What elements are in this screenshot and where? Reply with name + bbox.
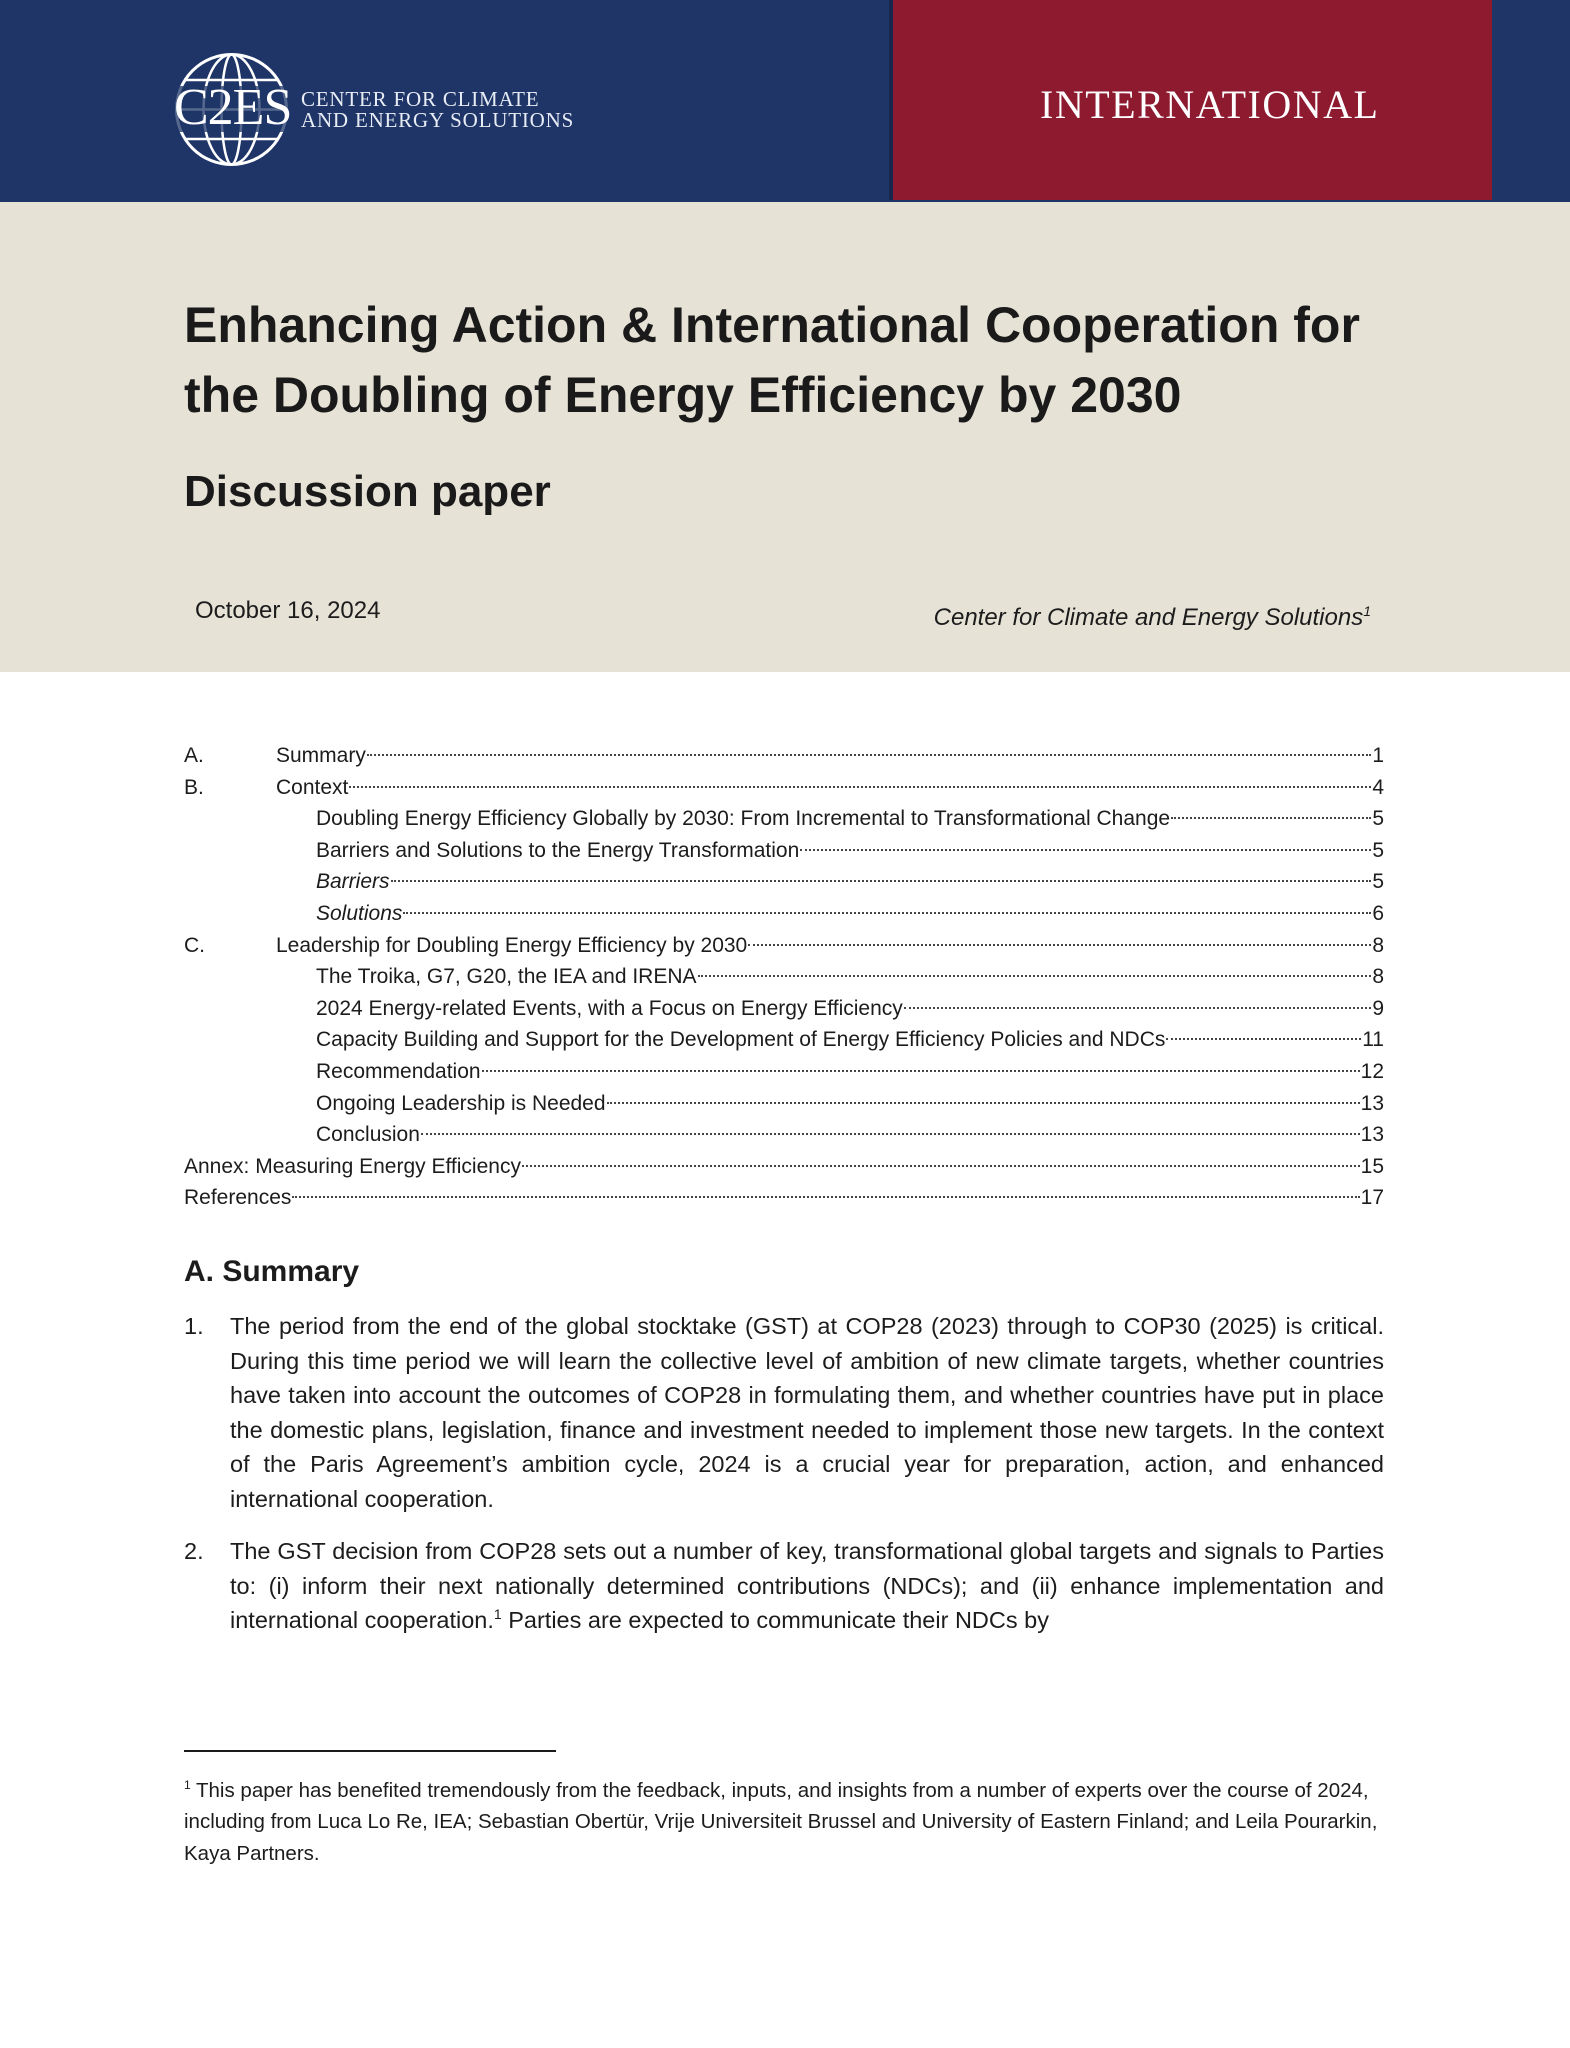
toc-leader-dots [421,1132,1360,1135]
c2es-logo [174,52,574,167]
toc-entry-title: Recommendation [316,1059,481,1083]
toc-entry[interactable] [184,1056,1384,1088]
toc-leader-dots [748,943,1371,946]
toc-leader-dots [800,848,1371,851]
org-name-line2: AND ENERGY SOLUTIONS [301,107,575,132]
toc-entry-page: 12 [1360,1059,1384,1083]
toc-leader-dots [607,1101,1360,1104]
toc-entry[interactable] [184,1182,1384,1214]
toc-entry[interactable] [184,898,1384,930]
author [906,595,1371,634]
toc-leader-dots [522,1164,1360,1167]
paragraph-text [230,1534,1384,1638]
toc-leader-dots [698,974,1372,977]
toc-entry-page: 5 [1372,870,1384,894]
toc-entry-letter: C. [184,933,205,957]
toc-entry[interactable] [184,930,1384,962]
toc-leader-dots [403,911,1371,914]
toc-entry[interactable] [184,1024,1384,1056]
toc-entry-letter: A. [184,744,204,767]
toc-entry-page: 4 [1372,775,1384,799]
toc-leader-dots [1171,816,1371,819]
toc-entry-page: 17 [1360,1186,1384,1210]
toc-entry-title: Barriers [316,870,390,894]
toc-entry-title: Summary [276,744,366,767]
toc-entry-page: 13 [1360,1091,1384,1115]
paragraph-number: 1. [184,1313,204,1339]
toc-entry[interactable] [184,1119,1384,1151]
title-line-1: Enhancing Action & International Cooperation for [184,297,1360,353]
title-line-2: the Doubling of Energy Efficiency by 2030 [184,367,1182,423]
toc-leader-dots [292,1195,1359,1198]
toc-entry-page: 5 [1372,807,1384,831]
paragraph-text-part: Parties are expected to communicate their NDCs by [501,1607,1049,1634]
org-name-line1: CENTER FOR CLIMATE [301,86,540,111]
toc-entry[interactable] [184,803,1384,835]
toc-entry[interactable] [184,993,1384,1025]
toc-entry-title: Capacity Building and Support for the Development of Energy Efficiency Policies and NDCs [316,1028,1166,1052]
toc-entry-title: Barriers and Solutions to the Energy Transformation [316,838,800,862]
toc-entry-title: References [184,1186,292,1210]
toc-entry-letter: B. [184,775,204,799]
toc-entry-page: 6 [1372,901,1384,925]
toc-entry-page: 9 [1372,996,1384,1020]
globe-icon [174,52,292,167]
toc-entry-title: 2024 Energy-related Events, with a Focus on Energy Efficiency [316,996,903,1020]
toc-entry-title: Leadership for Doubling Energy Efficiency by 2030 [276,933,748,957]
section-label: INTERNATIONAL [1040,82,1380,127]
table-of-contents [184,740,1384,1214]
footnote-ref[interactable]: 1 [493,1606,502,1623]
toc-entry-page: 1 [1372,744,1384,767]
toc-entry[interactable] [184,835,1384,867]
banner-edge [889,0,893,200]
paragraph-number: 2. [184,1538,204,1564]
summary-heading: A. Summary [184,1255,360,1288]
summary-paragraph-2 [184,1534,1384,1638]
toc-entry-title: The Troika, G7, G20, the IEA and IRENA [316,965,697,989]
paragraph-text-part: The GST decision from COP28 sets out a number of key, transformational global targets and signals to Parties to: (i) inform their next nationally determined contributions (NDCs); and (ii) enhance implementation and international cooperation. [230,1538,1384,1634]
org-name [301,86,575,132]
toc-entry-page: 11 [1362,1028,1384,1052]
footnote [184,1770,1384,1869]
toc-leader-dots [349,785,1371,788]
toc-entry[interactable] [184,961,1384,993]
toc-leader-dots [1166,1037,1361,1040]
logo-mark: C2ES [174,79,292,136]
toc-entry[interactable] [184,772,1384,804]
toc-leader-dots [367,753,1371,756]
toc-entry[interactable] [184,1088,1384,1120]
toc-entry-title: Solutions [316,901,403,925]
toc-entry-page: 15 [1360,1154,1384,1178]
footnote-text: This paper has benefited tremendously from the feedback, inputs, and insights from a number of experts over the course of 2024, including from Luca Lo Re, IEA; Sebastian Obertür, Vrije Universiteit Brussel and University of Eastern Finland; and Leila Pourarkin, Kaya Partners. [184,1778,1378,1865]
toc-entry-page: 5 [1372,838,1384,862]
toc-entry-title: Conclusion [316,1123,420,1147]
document-title [184,290,1414,430]
toc-entry-title: Context [276,775,349,799]
toc-leader-dots [482,1069,1360,1072]
author-footnote-marker: 1 [1363,603,1371,619]
publication-date: October 16, 2024 [195,597,381,624]
toc-entry-page: 13 [1360,1123,1384,1147]
toc-entry[interactable] [184,1151,1384,1183]
toc-leader-dots [904,1006,1372,1009]
document-subtitle: Discussion paper [184,467,551,516]
toc-entry-page: 8 [1372,965,1384,989]
toc-entry-title: Doubling Energy Efficiency Globally by 2030: From Incremental to Transformational Change [316,807,1171,831]
author-name: Center for Climate and Energy Solutions [933,604,1364,631]
toc-entry-title: Annex: Measuring Energy Efficiency [184,1154,521,1178]
paragraph-text: The period from the end of the global stocktake (GST) at COP28 (2023) through to COP30 (2025) is critical. During this time period we will learn the collective level of ambition of new climate targets, whether countries have taken into account the outcomes of COP28 in formulating them, and whether countries have put in place the domestic plans, legislation, finance and investment needed to implement those new targets. In the context of the Paris Agreement’s ambition cycle, 2024 is a crucial year for preparation, action, and enhanced international cooperation. [230,1313,1384,1512]
summary-paragraph-1 [184,1309,1384,1517]
toc-entry[interactable] [184,866,1384,898]
toc-leader-dots [391,879,1372,882]
footnote-separator [184,1750,556,1752]
footnote-marker: 1 [184,1778,191,1792]
toc-entry-title: Ongoing Leadership is Needed [316,1091,606,1115]
toc-entry-page: 8 [1372,933,1384,957]
toc-entry[interactable] [184,740,1384,772]
